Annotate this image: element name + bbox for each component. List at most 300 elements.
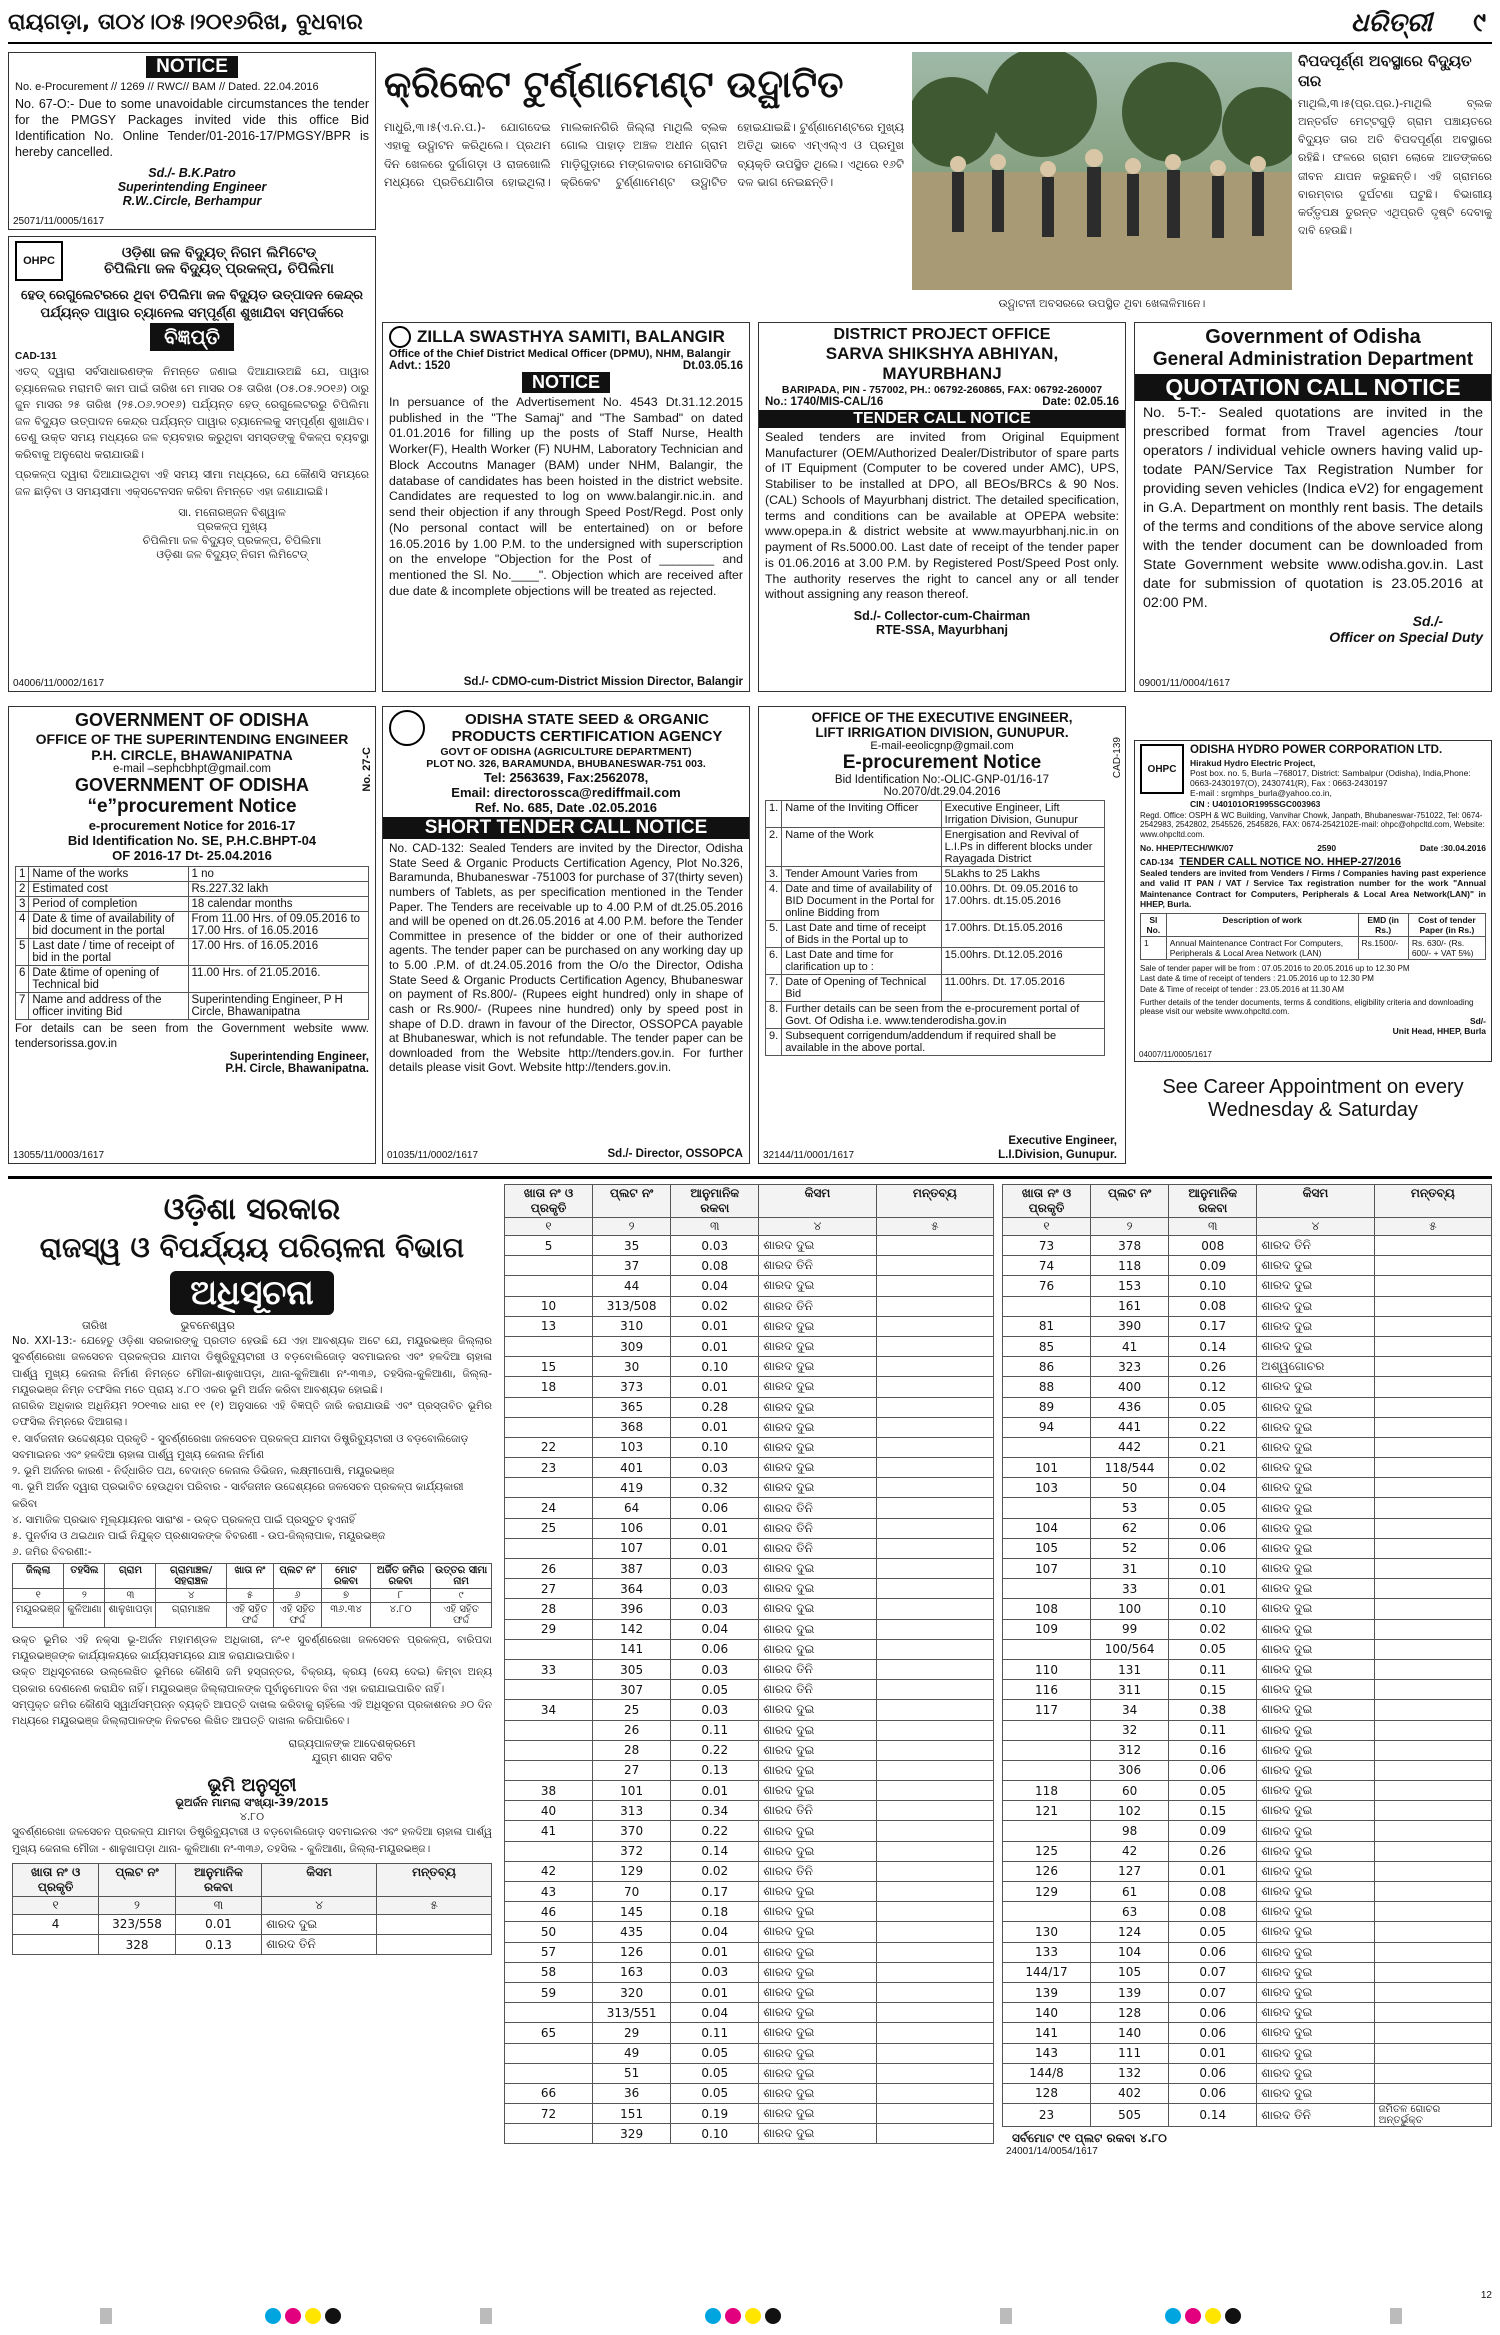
table-row — [1003, 1841, 1492, 1861]
table-cell — [1003, 1639, 1091, 1659]
table-cell — [876, 2043, 993, 2063]
table-cell — [377, 1935, 492, 1955]
table-row — [766, 948, 1105, 975]
zss-notice-label: NOTICE — [522, 372, 610, 393]
ossopca-signer: Sd./- Director, OSSOPCA — [607, 1148, 743, 1160]
value-cell: 5Lakhs to 25 Lakhs — [941, 867, 1104, 882]
table-cell — [876, 1861, 993, 1881]
table-cell: 0.02 — [671, 1861, 759, 1881]
ohpc-date-line: Last date & time of receipt of tenders : 21.05.2016 up to 12.30 PM — [1140, 974, 1374, 984]
table-row — [1003, 1700, 1492, 1720]
photo-caption: ଉଦ୍ଘାଟନୀ ଅବସରରେ ଉପସ୍ଥିତ ଥିବା ଖେଳାଳିମାନେ। — [998, 297, 1206, 310]
rev-area: ୪.୮୦ — [239, 1810, 265, 1824]
table-row — [505, 2124, 994, 2144]
table-cell: 86 — [1003, 1357, 1091, 1377]
table-cell: 105 — [1003, 1538, 1091, 1558]
reg-dot-black — [765, 2308, 781, 2324]
table-cell: 0.06 — [1169, 1538, 1257, 1558]
table-cell — [876, 1659, 993, 1679]
notice-body-2: ପ୍ରକଳ୍ପ ଦ୍ୱାରା ଦିଆଯାଇଥିବା ଏହି ସମୟ ସୀମା ମଧ୍ୟରେ, ଯେ କୌଣସି ସମୟରେ ଜଳ ଛାଡ଼ିବା ଓ ସମୟସୀମା ଏକ୍ସଟେନସନ କରିବା ନିମନ୍ତେ ଏହା ଜଣାଯାଇଛି। — [15, 468, 369, 498]
table-row — [1003, 2023, 1492, 2043]
ohpc-td: Rs.1500/- — [1358, 937, 1408, 960]
table-cell — [876, 2124, 993, 2144]
table-cell: 0.06 — [1169, 2063, 1257, 2083]
table-cell — [1374, 1599, 1491, 1619]
table-cell: 0.15 — [1169, 1680, 1257, 1700]
table-cell — [1003, 1760, 1091, 1780]
value-cell: 1 no — [188, 867, 369, 882]
table-cell: 127 — [1091, 1861, 1169, 1881]
table-row — [1003, 2104, 1492, 2127]
table-cell — [876, 1559, 993, 1579]
table-cell: ଶାରଦ ଦୁଇ — [759, 1478, 876, 1498]
table-cell: ଶାରଦ ତିନି — [759, 1659, 876, 1679]
table-cell: 33 — [1091, 1579, 1169, 1599]
table-cell: 23 — [505, 1458, 593, 1478]
table-cell: 323/558 — [99, 1914, 176, 1934]
table-cell: ଶାରଦ ଦୁଇ — [1257, 1821, 1374, 1841]
table-cell: ଶାରଦ ଦୁଇ — [759, 1902, 876, 1922]
li-email: E-mail-eeolicgnp@gmail.com — [870, 740, 1014, 752]
table-cell — [876, 1437, 993, 1457]
table-row — [16, 912, 369, 939]
revenue-notification — [8, 1184, 496, 2284]
column-number: ୪ — [1257, 1218, 1374, 1236]
header-row — [1003, 1185, 1492, 1218]
table-cell: ଶାରଦ ଦୁଇ — [759, 2023, 876, 2043]
table-row — [1003, 1639, 1492, 1659]
table-cell — [1374, 1962, 1491, 1982]
table-row — [505, 1316, 994, 1336]
dateline: ରାୟଗଡ଼ା, ତା୦୪।୦୫।୨୦୧୬ରିଖ, ବୁଧବାର — [8, 10, 363, 35]
table-cell: 0.11 — [671, 2023, 759, 2043]
land-table-right-wrap — [1002, 1184, 1492, 2284]
table-row — [1003, 1740, 1492, 1760]
table-row — [1003, 1821, 1492, 1841]
table-cell: 153 — [1091, 1276, 1169, 1296]
ossopca-email: Email: directorossca@rediffmail.com — [451, 785, 681, 800]
ad-code: 09001/11/0004/1617 — [1139, 678, 1231, 689]
table-cell: 0.02 — [1169, 1458, 1257, 1478]
table-cell: 85 — [1003, 1336, 1091, 1356]
table-cell: 0.01 — [671, 1336, 759, 1356]
table-row — [1003, 1377, 1492, 1397]
table-cell: 0.10 — [671, 1357, 759, 1377]
table-cell: ଶାରଦ ଦୁଇ — [759, 1559, 876, 1579]
table-cell: ଶାରଦ ଦୁଇ — [1257, 1720, 1374, 1740]
table-cell: 0.01 — [671, 1518, 759, 1538]
ohpc-th: EMD (in Rs.) — [1358, 914, 1408, 937]
table-cell: 419 — [593, 1478, 671, 1498]
table-cell: 81 — [1003, 1316, 1091, 1336]
table-cell: 100 — [1091, 1599, 1169, 1619]
column-number-row — [1003, 1218, 1492, 1236]
rev-land-num: ୭ — [322, 1588, 371, 1602]
rev-land-th: ଖାତା ନଂ — [226, 1563, 273, 1588]
career-promo — [1134, 1076, 1492, 1146]
value-cell: Executive Engineer, Lift Irrigation Division, Gunupur — [941, 801, 1104, 828]
table-row — [13, 1914, 492, 1934]
table-cell: 161 — [1091, 1296, 1169, 1316]
ossopca-title-2: PRODUCTS CERTIFICATION AGENCY — [451, 728, 723, 745]
table-cell: ଶାରଦ ଦୁଇ — [759, 1882, 876, 1902]
table-row — [505, 1902, 994, 1922]
table-row — [766, 975, 1105, 1002]
table-row — [505, 1861, 994, 1881]
phc-title-5: “e”procurement Notice — [87, 796, 297, 817]
sl-cell: 3 — [16, 897, 29, 912]
table-cell: 313/551 — [593, 2003, 671, 2023]
reg-square — [1390, 2308, 1402, 2324]
table-cell: 34 — [505, 1700, 593, 1720]
table-row — [766, 1029, 1105, 1056]
table-cell: 37 — [593, 1256, 671, 1276]
table-cell: 121 — [1003, 1801, 1091, 1821]
table-row — [505, 2023, 994, 2043]
column-header: ମନ୍ତବ୍ୟ — [1374, 1185, 1491, 1218]
table-cell — [1374, 1256, 1491, 1276]
table-cell: 0.01 — [671, 1538, 759, 1558]
table-row — [1003, 1902, 1492, 1922]
table-row — [16, 966, 369, 993]
table-cell: 103 — [1003, 1478, 1091, 1498]
table-row — [766, 828, 1105, 867]
table-row — [1003, 1579, 1492, 1599]
table-row — [1003, 1417, 1492, 1437]
table-cell — [505, 1397, 593, 1417]
table-cell: 0.03 — [671, 1659, 759, 1679]
ohpc-body: Sealed tenders are invited from Venders / Firms / Companies having past experience and valid IT PAN / VAT / Service Tax registration number for the work "Annual Maintenance Contract for Computers, Peripherals & Local Area Network(LAN)" in HHEP, Burla. — [1140, 867, 1486, 910]
table-cell — [1374, 1781, 1491, 1801]
reg-dot-magenta — [1185, 2308, 1201, 2324]
table-row — [1003, 1922, 1492, 1942]
table-cell: 0.05 — [1169, 1397, 1257, 1417]
ohpc-no-2: 2590 — [1317, 842, 1337, 853]
header-row — [505, 1185, 994, 1218]
table-cell: 0.03 — [671, 1236, 759, 1256]
phc-footer: For details can be seen from the Government website www. tendersorissa.gov.in — [15, 1023, 369, 1050]
table-row — [505, 1437, 994, 1457]
table-cell — [1374, 1579, 1491, 1599]
table-row — [505, 1680, 994, 1700]
land-table-left — [12, 1863, 492, 1955]
table-cell: ଶାରଦ ଦୁଇ — [759, 1841, 876, 1861]
table-row — [1003, 1538, 1492, 1558]
value-cell: Superintending Engineer, P H Circle, Bhawanipatna — [188, 993, 369, 1020]
table-cell — [1374, 1922, 1491, 1942]
table-cell — [1374, 2083, 1491, 2103]
table-cell — [1374, 1437, 1491, 1457]
table-cell: 139 — [1003, 1982, 1091, 2002]
table-cell: 41 — [1091, 1336, 1169, 1356]
phc-title-7: Bid Identification No. SE, P.H.C.BHPT-04 — [67, 833, 317, 848]
li-notice-label: E-procurement Notice — [842, 752, 1042, 773]
table-cell — [1003, 1902, 1091, 1922]
table-cell — [876, 1256, 993, 1276]
table-cell: 99 — [1091, 1619, 1169, 1639]
table-cell: ଶାରଦ ଦୁଇ — [1257, 1781, 1374, 1801]
table-cell: ଶାରଦ ଦୁଇ — [1257, 1760, 1374, 1780]
table-cell: 89 — [1003, 1397, 1091, 1417]
phc-title-8: OF 2016-17 Dt- 25.04.2016 — [112, 848, 272, 863]
zss-signer: Sd./- CDMO-cum-District Mission Director, Balangir — [463, 676, 743, 688]
column-number-row — [505, 1218, 994, 1236]
column-header: ଖାତା ନଂ ଓ ପ୍ରକୃତି — [13, 1863, 99, 1896]
notice-ref: CAD-131 — [15, 351, 57, 363]
rev-land-th: ଉତ୍ତର ସୀମା ନାମ — [431, 1563, 492, 1588]
item-cell: Period of completion — [29, 897, 188, 912]
table-row — [1003, 2083, 1492, 2103]
zss-title: ZILLA SWASTHYA SAMITI, BALANGIR — [417, 327, 725, 346]
table-cell: 0.01 — [1169, 2043, 1257, 2063]
table-cell: ଶାରଦ ଦୁଇ — [759, 1781, 876, 1801]
table-cell: ଶାରଦ ଦୁଇ — [1257, 1276, 1374, 1296]
table-row — [1003, 1458, 1492, 1478]
table-cell: ଶାରଦ ତିନି — [759, 1498, 876, 1518]
table-cell — [1374, 2003, 1491, 2023]
table-cell: 22 — [505, 1437, 593, 1457]
table-cell — [876, 1417, 993, 1437]
table-row — [505, 2043, 994, 2063]
table-cell: ଶାରଦ ଦୁଇ — [1257, 1700, 1374, 1720]
table-cell — [1374, 1357, 1491, 1377]
item-cell: Name of the Work — [782, 828, 941, 867]
table-row — [16, 882, 369, 897]
table-cell — [1374, 2063, 1491, 2083]
cricket-photo-image — [912, 52, 1292, 290]
rev-land-num: ୨ — [64, 1588, 105, 1602]
table-cell — [876, 1962, 993, 1982]
ssa-notice-label: TENDER CALL NOTICE — [759, 410, 1125, 428]
li-title-1: OFFICE OF THE EXECUTIVE ENGINEER, — [811, 710, 1073, 725]
table-cell: 130 — [1003, 1922, 1091, 1942]
table-cell: ଶାରଦ ଦୁଇ — [1257, 1659, 1374, 1679]
table-cell: 0.22 — [671, 1821, 759, 1841]
column-number: ୪ — [262, 1896, 377, 1914]
table-cell: 36 — [593, 2083, 671, 2103]
notice-body: No. 67-O:- Due to some unavoidable circumstances the tender for the PMGSY Packages invited vide this office Bid Identification No. Online Tender/01-2016-17/PMGSY/BPR is hereby cancelled. — [15, 97, 369, 159]
table-row — [1003, 1256, 1492, 1276]
table-cell: 144/17 — [1003, 1962, 1091, 1982]
table-cell: ଶାରଦ ଦୁଇ — [759, 2124, 876, 2144]
table-row — [1003, 1518, 1492, 1538]
table-cell: 0.15 — [1169, 1801, 1257, 1821]
table-cell: 0.12 — [1169, 1377, 1257, 1397]
table-cell — [876, 1538, 993, 1558]
table-cell: 0.01 — [671, 1316, 759, 1336]
reg-dot-magenta — [725, 2308, 741, 2324]
column-header: ପ୍ଲଟ ନଂ — [1091, 1185, 1169, 1218]
table-cell: ଶାରଦ ଦୁଇ — [759, 1982, 876, 2002]
notice-designation: Superintending Engineer — [117, 180, 267, 194]
table-row — [505, 1962, 994, 1982]
table-cell: 44 — [593, 1276, 671, 1296]
table-cell — [876, 1619, 993, 1639]
table-cell: 46 — [505, 1902, 593, 1922]
table-cell: 0.06 — [671, 1639, 759, 1659]
table-cell — [876, 1841, 993, 1861]
table-row — [505, 1256, 994, 1276]
table-cell — [1374, 1861, 1491, 1881]
table-cell: 111 — [1091, 2043, 1169, 2063]
table-cell: ଶାରଦ ତିନି — [1257, 1236, 1374, 1256]
table-cell: ଶାରଦ ଦୁଇ — [1257, 1478, 1374, 1498]
ossopca-tel: Tel: 2563639, Fax:2562078, — [483, 770, 649, 785]
table-cell: 0.09 — [1169, 1821, 1257, 1841]
table-cell: 0.03 — [671, 1962, 759, 1982]
table-cell: 88 — [1003, 1377, 1091, 1397]
phc-title-2: OFFICE OF THE SUPERINTENDING ENGINEER — [35, 731, 349, 747]
table-row — [505, 2063, 994, 2083]
table-row — [16, 867, 369, 882]
sl-cell: 9. — [766, 1029, 782, 1056]
item-cell: Date & time of availability of bid document in the portal — [29, 912, 188, 939]
table-row — [1003, 1236, 1492, 1256]
org-project: ଚିପିଲିମା ଜଳ ବିଦ୍ୟୁତ୍ ପ୍ରକଳ୍ପ, ଚିପିଲିମା — [104, 261, 334, 277]
table-row — [1003, 1861, 1492, 1881]
table-cell: 313/508 — [593, 1296, 671, 1316]
table-cell — [505, 1720, 593, 1740]
sl-cell: 2 — [16, 882, 29, 897]
ohpc-th: Description of work — [1166, 914, 1358, 937]
table-cell: 0.32 — [671, 1478, 759, 1498]
table-cell: 0.10 — [671, 1437, 759, 1457]
land-total: ସର୍ବମୋଟ ୯୧ ପ୍ଲଟ ରକବା ୪.୮୦ — [1012, 2131, 1167, 2146]
table-cell: ଶାରଦ ଦୁଇ — [1257, 1316, 1374, 1336]
table-cell: 58 — [505, 1962, 593, 1982]
org-name: ଓଡ଼ିଶା ଜଳ ବିଦ୍ୟୁତ୍ ନିଗମ ଲିମିଟେଡ୍ — [121, 245, 317, 261]
table-cell: 30 — [593, 1357, 671, 1377]
table-cell: 390 — [1091, 1316, 1169, 1336]
table-cell: 105 — [1091, 1962, 1169, 1982]
table-row — [16, 939, 369, 966]
ossopca-emblem-icon — [389, 710, 425, 746]
table-cell: 0.06 — [1169, 1760, 1257, 1780]
table-cell: ଶାରଦ ଦୁଇ — [1257, 2003, 1374, 2023]
table-row — [1003, 1619, 1492, 1639]
ossopca-body: No. CAD-132: Sealed Tenders are invited by the Director, Odisha State Seed & Organic Products Certification Agency, Plot No.326, Baramunda, Bhubaneswar -751003 for purchase of 37(thirty seven) numbers of Tablets, as per specification mentioned in the Tender Paper. The Tenders are receivable up to 4.00 P.M of dt.25.05.2016 and will be opened on dt.26.05.2016 at 4.00 P.M. before the Tender Committee in presence of the bidder or one of their authorized agents. The tender paper can be purchased on any working day up to 5.00 .P.M. of dt.24.05.2016 from the O/o the Director, Odisha State Seed & Organic Products Certification Agency, Bhubaneswar on payment of Rs.800/- (Rupees eight hundred) only in shape of cash or Rs.900/- (Rupees nine hundred) only by speed post in shape of D.D. drawn in favour of the Director, OSSOPCA payable at Bhubaneswar, which is not refundable. The tender paper can be downloaded from the Website http://tenders.gov.in. For further details please visit Govt. Website http://tenders.gov.in. — [389, 841, 743, 1075]
table-cell: ଶାରଦ ଦୁଇ — [1257, 1559, 1374, 1579]
rev-item: ୨. ଭୂମି ଅର୍ଜନର କାରଣ - ନିର୍ଦ୍ଧାରିତ ପଥ, ବେଦାନ୍ତ କେନାଲ ଡିଭିଜନ, ଲକ୍ଷ୍ମୀପୋଷି, ମୟୂରଭଞ୍ଜ — [12, 1465, 395, 1478]
table-cell — [876, 1236, 993, 1256]
table-row — [1003, 1559, 1492, 1579]
table-cell: ଶାରଦ ଦୁଇ — [1257, 2063, 1374, 2083]
rev-land-th: ମୋଟ ରକବା — [322, 1563, 371, 1588]
table-cell: 0.08 — [671, 1256, 759, 1276]
table-row — [505, 2104, 994, 2124]
table-cell: 0.34 — [671, 1801, 759, 1821]
table-cell: 100/564 — [1091, 1639, 1169, 1659]
table-cell: 59 — [505, 1982, 593, 2002]
table-cell: 329 — [593, 2124, 671, 2144]
table-cell — [1374, 1982, 1491, 2002]
table-cell: 0.04 — [671, 1922, 759, 1942]
table-cell — [1374, 1498, 1491, 1518]
ohpc-th: Cost of tender Paper (in Rs.) — [1408, 914, 1485, 937]
column-header: ପ୍ଲଟ ନଂ — [99, 1863, 176, 1896]
gad-notice-label: QUOTATION CALL NOTICE — [1135, 374, 1491, 401]
table-cell — [1003, 1437, 1091, 1457]
ohpc-work-table — [1140, 913, 1486, 960]
cricket-photo — [912, 52, 1292, 314]
rev-land-cell: ଏହି ସହିତ ଫର୍ଦ୍ଦ — [431, 1602, 492, 1627]
table-cell: 323 — [1091, 1357, 1169, 1377]
table-cell: ଶାରଦ ଦୁଇ — [759, 1397, 876, 1417]
table-cell — [505, 1538, 593, 1558]
rev-land-num: ୬ — [273, 1588, 321, 1602]
ohpc-date-line: Sale of tender paper will be from : 07.05.2016 to 20.05.2016 up to 12.30 PM — [1140, 964, 1410, 974]
phc-details-table — [15, 866, 369, 1020]
sl-cell: 2. — [766, 828, 782, 867]
phc-email: e-mail –sephcbhpt@gmail.com — [112, 763, 272, 775]
table-cell: 63 — [1091, 1902, 1169, 1922]
table-cell: 103 — [593, 1437, 671, 1457]
table-cell: 0.13 — [671, 1760, 759, 1780]
table-cell: 0.21 — [1169, 1437, 1257, 1457]
rev-schedule-title: ଭୂମି ଅନୁସୂଚୀ — [207, 1775, 297, 1797]
table-cell: 117 — [1003, 1700, 1091, 1720]
table-cell — [1374, 1377, 1491, 1397]
table-cell — [1374, 1538, 1491, 1558]
table-row — [1003, 1760, 1492, 1780]
reg-dot-magenta — [285, 2308, 301, 2324]
table-cell: 0.06 — [1169, 2003, 1257, 2023]
table-row — [766, 882, 1105, 921]
item-cell: Last date / time of receipt of bid in the portal — [29, 939, 188, 966]
table-cell: 305 — [593, 1659, 671, 1679]
table-cell: 40 — [505, 1801, 593, 1821]
table-cell: 387 — [593, 1559, 671, 1579]
table-cell: 0.01 — [671, 1377, 759, 1397]
table-cell: ଶାରଦ ତିନି — [759, 1861, 876, 1881]
notice-title: ବିଜ୍ଞପ୍ତି — [150, 323, 234, 351]
column-number: ୪ — [759, 1218, 876, 1236]
table-cell: 131 — [1091, 1659, 1169, 1679]
table-cell: ଶାରଦ ଦୁଇ — [1257, 1599, 1374, 1619]
column-number-row — [13, 1896, 492, 1914]
footer-page-number: 12 — [1480, 2290, 1492, 2301]
table-cell: 401 — [593, 1458, 671, 1478]
table-cell: 0.06 — [1169, 1942, 1257, 1962]
rev-para-1: ଉକ୍ତ ଭୂମିର ଏହି ନକ୍ସା ଭୂ-ଅର୍ଜନ ମହାମଣ୍ଡଳ ଅଧିକାରୀ, ନଂ-୧ ସୁବର୍ଣ୍ଣରେଖା ଜଳସେଚନ ପ୍ରକଳ୍ପ, ବାରିପଦା ମୟୂରଭଞ୍ଜଙ୍କ କାର୍ଯ୍ୟାଳୟରେ କାର୍ଯ୍ୟସମୟରେ ଯାଞ୍ଚ କରାଯାଇପାରିବ। — [12, 1633, 492, 1662]
table-cell — [1374, 1458, 1491, 1478]
rev-land-num: ୮ — [370, 1588, 430, 1602]
table-cell — [1374, 1841, 1491, 1861]
item-cell: Further details can be seen from the e-procurement portal of Govt. Of Odisha i.e. www.tenderodisha.gov.in — [782, 1002, 1105, 1029]
column-header: କିସମ — [1257, 1185, 1374, 1218]
column-number: ୫ — [1374, 1218, 1491, 1236]
ohpc-sub: Hirakud Hydro Electric Project, — [1190, 757, 1316, 768]
table-row — [505, 1559, 994, 1579]
ohpc-td: Annual Maintenance Contract For Computers, Peripherals & Local Area Network (LAN) — [1166, 937, 1358, 960]
gad-title-2: General Administration Department — [1152, 349, 1474, 370]
table-row — [1003, 1659, 1492, 1679]
notice-office: ଚିପିଲିମା ଜଳ ବିଦ୍ୟୁତ୍ ପ୍ରକଳ୍ପ, ଚିପିଲିମା — [142, 534, 322, 548]
table-cell: 0.14 — [1169, 1336, 1257, 1356]
column-number: ୫ — [377, 1896, 492, 1914]
table-cell: 101 — [593, 1781, 671, 1801]
table-cell — [1374, 1236, 1491, 1256]
value-cell: From 11.00 Hrs. of 09.05.2016 to 17.00 Hrs. of 16.05.2016 — [188, 912, 369, 939]
table-cell: ଶାରଦ ଦୁଇ — [759, 1700, 876, 1720]
table-cell: 307 — [593, 1680, 671, 1700]
table-cell — [876, 1579, 993, 1599]
sl-cell: 1 — [16, 867, 29, 882]
rev-land-num: ୪ — [156, 1588, 227, 1602]
gad-designation: Officer on Special Duty — [1329, 629, 1483, 646]
sl-cell: 4 — [16, 912, 29, 939]
table-cell — [876, 1458, 993, 1478]
